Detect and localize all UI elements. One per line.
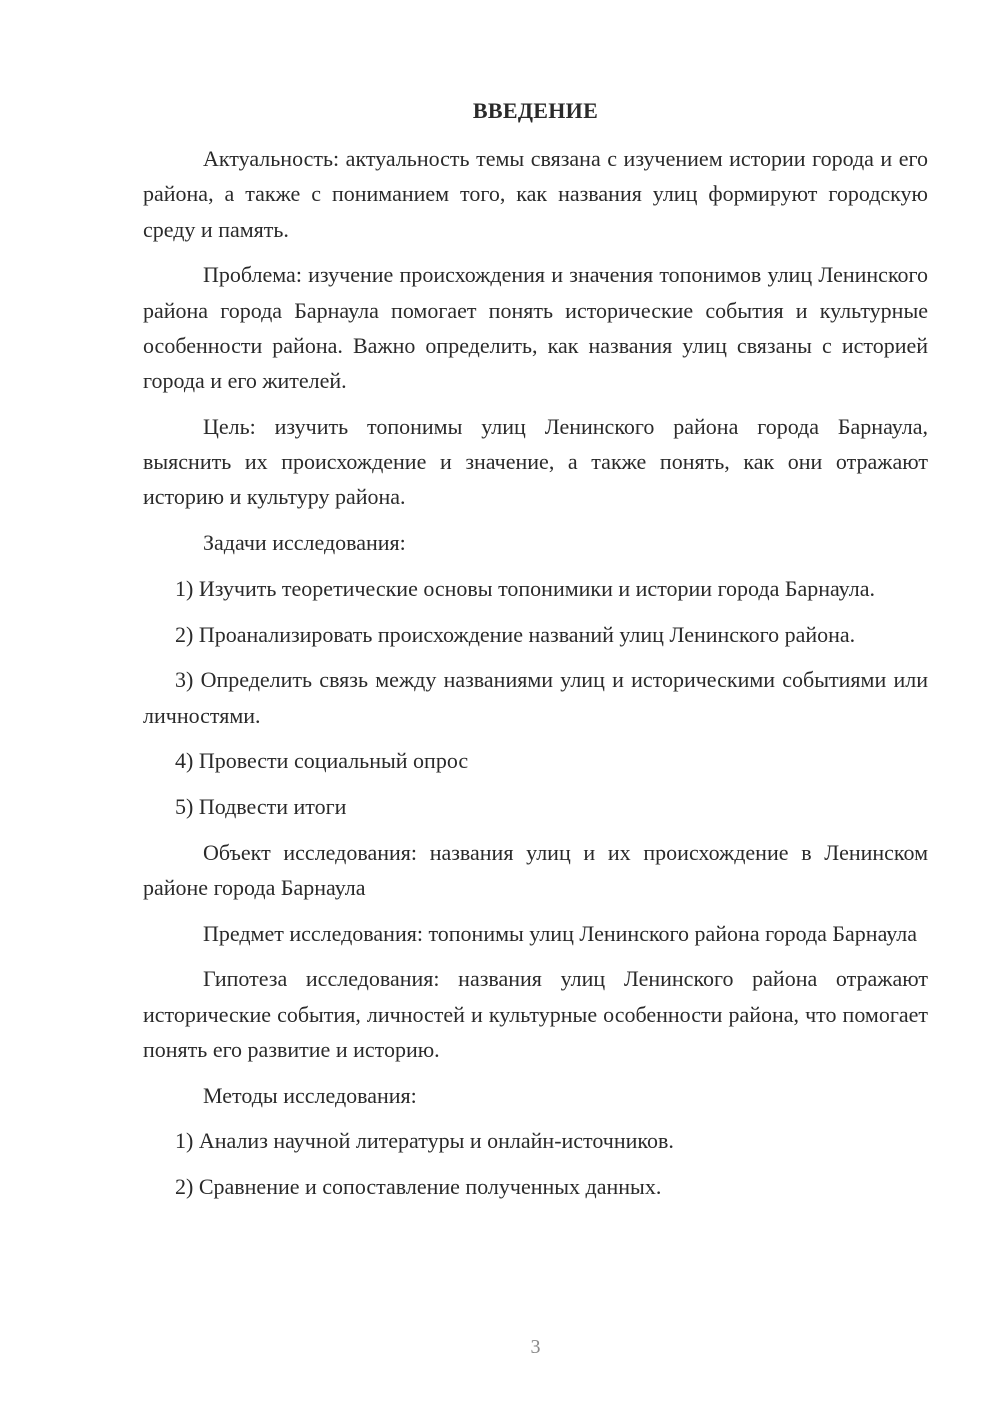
- object-paragraph: Объект исследования: названия улиц и их происхождение в Ленинском районе города Барнаула: [143, 839, 928, 900]
- document-page: [143, 0, 928, 1414]
- body-text: [143, 141, 928, 1204]
- subject-paragraph: Предмет исследования: топонимы улиц Ленинского района города Барнаула: [203, 920, 917, 946]
- task-item-4: 4) Провести социальный опрос: [175, 748, 469, 774]
- problem-paragraph: Проблема: изучение происхождения и значения топонимов улиц Ленинского района города Барнаула помогает понять исторические события и культурные особенности района. Важно определить, как названия улиц связаны с историей города и его жителей.: [143, 262, 928, 394]
- relevance-paragraph: Актуальность: актуальность темы связана с изучением истории города и его района, а также с пониманием того, как названия улиц формируют городскую среду и память.: [143, 146, 928, 242]
- methods-heading: Методы исследования:: [203, 1082, 417, 1108]
- method-item-1: 1) Анализ научной литературы и онлайн-источников.: [175, 1128, 674, 1154]
- section-heading: ВВЕДЕНИЕ: [472, 98, 599, 123]
- hypothesis-paragraph: Гипотеза исследования: названия улиц Ленинского района отражают исторические события, личностей и культурные особенности района, что помогает понять его развитие и историю.: [143, 966, 928, 1062]
- tasks-heading: Задачи исследования:: [203, 530, 406, 556]
- page-number: 3: [530, 1336, 541, 1358]
- task-item-1: 1) Изучить теоретические основы топонимики и истории города Барнаула.: [175, 575, 875, 601]
- goal-paragraph: Цель: изучить топонимы улиц Ленинского района города Барнаула, выяснить их происхождение и значение, а также понять, как они отражают историю и культуру района.: [143, 413, 928, 510]
- task-item-3: 3) Определить связь между названиями улиц и историческими событиями или личностями.: [143, 667, 928, 728]
- task-item-2: 2) Проанализировать происхождение названий улиц Ленинского района.: [175, 621, 856, 647]
- task-item-5: 5) Подвести итоги: [175, 793, 347, 819]
- method-item-2: 2) Сравнение и сопоставление полученных данных.: [175, 1173, 662, 1199]
